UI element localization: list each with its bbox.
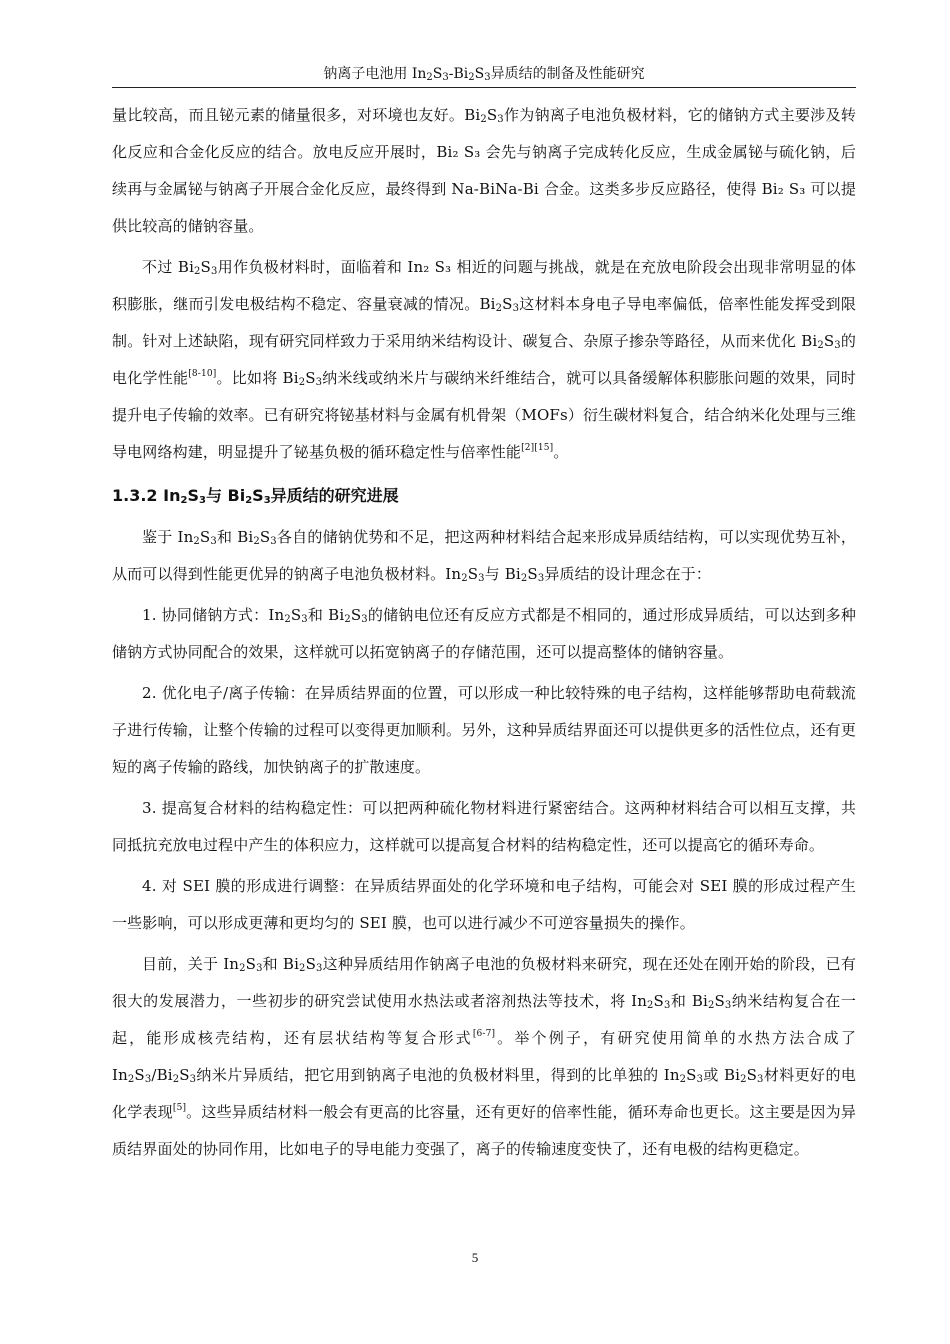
page-body bbox=[112, 97, 856, 1168]
paragraph-bi2s3-storage: 量比较高，而且铋元素的储量很多，对环境也友好。$Bi_2S_3$作为钠离子电池负极材料，它的储钠方式主要涉及转化反应和合金化反应的结合。放电反应开展时，Bi₂ S₃ 会先与钠离子完成转化反应，生成金属铋与硫化钠，后续再与金属铋与钠离子开展合金化反应，最终得到 Na-BiNa-Bi 合金。这类多步反应路径，使得 Bi₂ S₃ 可以提供比较高的储钠容量。 bbox=[112, 106, 856, 235]
list-item-3: 3. 提高复合材料的结构稳定性：可以把两种硫化物材料进行紧密结合。这两种材料结合可以相互支撑，共同抵抗充放电过程中产生的体积应力，这样就可以提高复合材料的结构稳定性，还可以提高它的循环寿命。 bbox=[112, 799, 856, 854]
running-header: 钠离子电池用 $In_2S_3-Bi_2S_3$异质结的制备及性能研究 bbox=[112, 64, 856, 88]
list-item-2: 2. 优化电子/离子传输：在异质结界面的位置，可以形成一种比较特殊的电子结构，这样能够帮助电荷载流子进行传输，让整个传输的过程可以变得更加顺利。另外，这种异质结界面还可以提供更多的活性位点，还有更短的离子传输的路线，加快钠离子的扩散速度。 bbox=[112, 684, 856, 776]
paragraph-current-research: 目前，关于 $In_2S_3$和 $Bi_2S_3$这种异质结用作钠离子电池的负极材料来研究，现在还处在刚开始的阶段，已有很大的发展潜力，一些初步的研究尝试使用水热法或者溶剂热法等技术，将 $In_2S_3$和 $Bi_2S_3$纳米结构复合在一起，能形成核壳结构，还有层状结构等复合形式[6-7]。举个例子，有研究使用简单的水热方法合成了 $In_2S_3/Bi_2S_3$纳米片异质结，把它用到钠离子电池的负极材料里，得到的比单独的 $In_2S_3$或 $Bi_2S_3$材料更好的电化学表现[5]。这些异质结材料一般会有更高的比容量，还有更好的倍率性能，循环寿命也更长。这主要是因为异质结界面处的协同作用，比如电子的导电能力变强了，离子的传输速度变快了，还有电极的结构更稳定。 bbox=[112, 955, 857, 1158]
list-item-1: 1. 协同储钠方式：$In_2S_3$和 $Bi_2S_3$的储钠电位还有反应方式都是不相同的，通过形成异质结，可以达到多种储钠方式协同配合的效果，这样就可以拓宽钠离子的存储范围，还可以提高整体的储钠容量。 bbox=[112, 606, 856, 661]
citation: [2][15] bbox=[521, 443, 554, 453]
paragraph-bi2s3-challenges: 不过 $Bi_2S_3$用作负极材料时，面临着和 In₂ S₃ 相近的问题与挑战，就是在充放电阶段会出现非常明显的体积膨胀，继而引发电极结构不稳定、容量衰减的情况。$Bi_2S_3$这材料本身电子导电率偏低，倍率性能发挥受到限制。针对上述缺陷，现有研究同样致力于采用纳米结构设计、碳复合、杂原子掺杂等路径，从而来优化 $Bi_2S_3$的电化学性能[8-10]。比如将 $Bi_2S_3$纳米线或纳米片与碳纳米纤维结合，就可以具备缓解体积膨胀问题的效果，同时提升电子传输的效率。已有研究将铋基材料与金属有机骨架（MOFs）衍生碳材料复合，结合纳米化处理与三维导电网络构建，明显提升了铋基负极的循环稳定性与倍率性能[2][15]。 bbox=[112, 258, 857, 461]
section-heading: 1.3.2 $In_2S_3$与 $Bi_2S_3$异质结的研究进展 bbox=[112, 486, 399, 506]
page-number: 5 bbox=[471, 1250, 479, 1265]
paragraph-heterojunction-intro: 鉴于 $In_2S_3$和 $Bi_2S_3$各自的储钠优势和不足，把这两种材料结合起来形成异质结结构，可以实现优势互补，从而可以得到性能更优异的钠离子电池负极材料。$In_2S_3$与 $Bi_2S_3$异质结的设计理念在于： bbox=[112, 528, 856, 584]
citation: [5] bbox=[172, 1103, 187, 1113]
citation: [6-7] bbox=[472, 1029, 496, 1039]
citation: [8-10] bbox=[188, 369, 217, 379]
list-item-4: 4. 对 SEI 膜的形成进行调整：在异质结界面处的化学环境和电子结构，可能会对 SEI 膜的形成过程产生一些影响，可以形成更薄和更均匀的 SEI 膜，也可以进行减少不可逆容量损失的操作。 bbox=[112, 877, 856, 932]
